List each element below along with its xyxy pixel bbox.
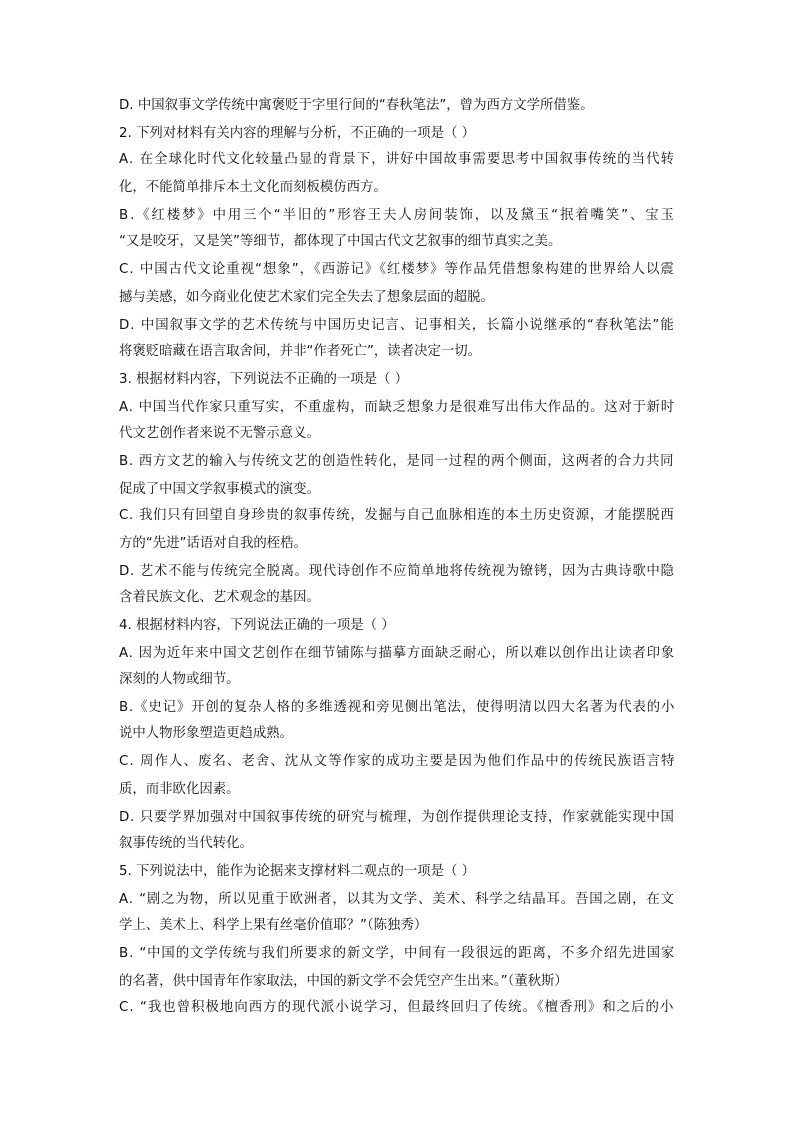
text-line: 的名著，供中国青年作家取法，中国的新文学不会凭空产生出来。”（董秋斯）: [119, 974, 568, 989]
text-line: 2. 下列对材料有关内容的理解与分析，不正确的一项是（ ）: [119, 126, 476, 141]
text-line: A. 因为近年来中国文艺创作在细节铺陈与描摹方面缺乏耐心，所以难以创作出让读者印象: [119, 646, 675, 661]
text-line: 质，而非欧化因素。: [119, 782, 240, 797]
text-line: D. 中国叙事文学的艺术传统与中国历史记言、记事相关，长篇小说继承的“春秋笔法”能: [119, 318, 675, 333]
text-line: 方的“先进”话语对自我的桎梏。: [119, 536, 307, 551]
text-line: 化，不能简单排斥本土文化而刻板模仿西方。: [119, 180, 387, 195]
text-line: B. “中国的文学传统与我们所要求的新文学，中间有一段很远的距离，不多介绍先进国家: [119, 946, 676, 961]
text-line: “又是咬牙，又是笑”等细节，都体现了中国古代文艺叙事的细节真实之美。: [119, 234, 562, 249]
text-line: C. 我们只有回望自身珍贵的叙事传统，发掘与自己血脉相连的本土历史资源，才能摆脱西: [119, 508, 675, 523]
text-line: C. 周作人、废名、老舍、沈从文等作家的成功主要是因为他们作品中的传统民族语言特: [119, 754, 676, 769]
text-line: B.《红楼梦》中用三个“半旧的”形容王夫人房间装饰，以及黛玉“抿着嘴笑”、宝玉: [119, 208, 676, 223]
text-line: D. 艺术不能与传统完全脱离。现代诗创作不应简单地将传统视为镣铐，因为古典诗歌中隐: [119, 564, 675, 579]
text-line: 3. 根据材料内容，下列说法不正确的一项是（ ）: [119, 372, 409, 387]
text-line: 含着民族文化、艺术观念的基因。: [119, 590, 320, 605]
text-line: 4. 根据材料内容，下列说法正确的一项是（ ）: [119, 618, 395, 633]
text-line: 促成了中国文学叙事模式的演变。: [119, 482, 320, 497]
text-line: A. 在全球化时代文化较量凸显的背景下，讲好中国故事需要思考中国叙事传统的当代转: [119, 152, 676, 167]
text-line: A. 中国当代作家只重写实，不重虚构，而缺乏想象力是很难写出伟大作品的。这对于新时: [119, 400, 675, 415]
text-line: 叙事传统的当代转化。: [119, 836, 253, 851]
text-line: 说中人物形象塑造更趋成熟。: [119, 726, 294, 741]
text-line: 学上、美术上、科学上果有丝毫价值耶？”（陈独秀）: [119, 918, 428, 933]
text-line: B.《史记》开创的复杂人格的多维透视和旁见侧出笔法，使得明清以四大名著为代表的小: [119, 700, 676, 715]
text-line: C. 中国古代文论重视“想象”，《西游记》《红楼梦》等作品凭借想象构建的世界给人以震: [119, 262, 675, 277]
text-line: 将褒贬暗藏在语言取舍间，并非“作者死亡”，读者决定一切。: [119, 344, 482, 359]
text-line: 深刻的人物或细节。: [119, 672, 240, 687]
text-line: D. 中国叙事文学传统中寓褒贬于字里行间的“春秋笔法”，曾为西方文学所借鉴。: [119, 98, 594, 113]
text-line: D. 只要学界加强对中国叙事传统的研究与梳理，为创作提供理论支持，作家就能实现中国: [119, 810, 675, 825]
text-line: 撼与美感，如今商业化使艺术家们完全失去了想象层面的超脱。: [119, 290, 494, 305]
text-line: B. 西方文艺的输入与传统文艺的创造性转化，是同一过程的两个侧面，这两者的合力共同: [119, 454, 675, 469]
text-line: C. “我也曾积极地向西方的现代派小说学习，但最终回归了传统。《檀香刑》和之后的小: [119, 1000, 675, 1015]
text-line: 代文艺创作者来说不无警示意义。: [119, 426, 320, 441]
text-line: 5. 下列说法中，能作为论据来支撑材料二观点的一项是（ ）: [119, 864, 476, 879]
text-line: A. “剧之为物，所以见重于欧洲者，以其为文学、美术、科学之结晶耳。吾国之剧，在文: [119, 892, 675, 907]
